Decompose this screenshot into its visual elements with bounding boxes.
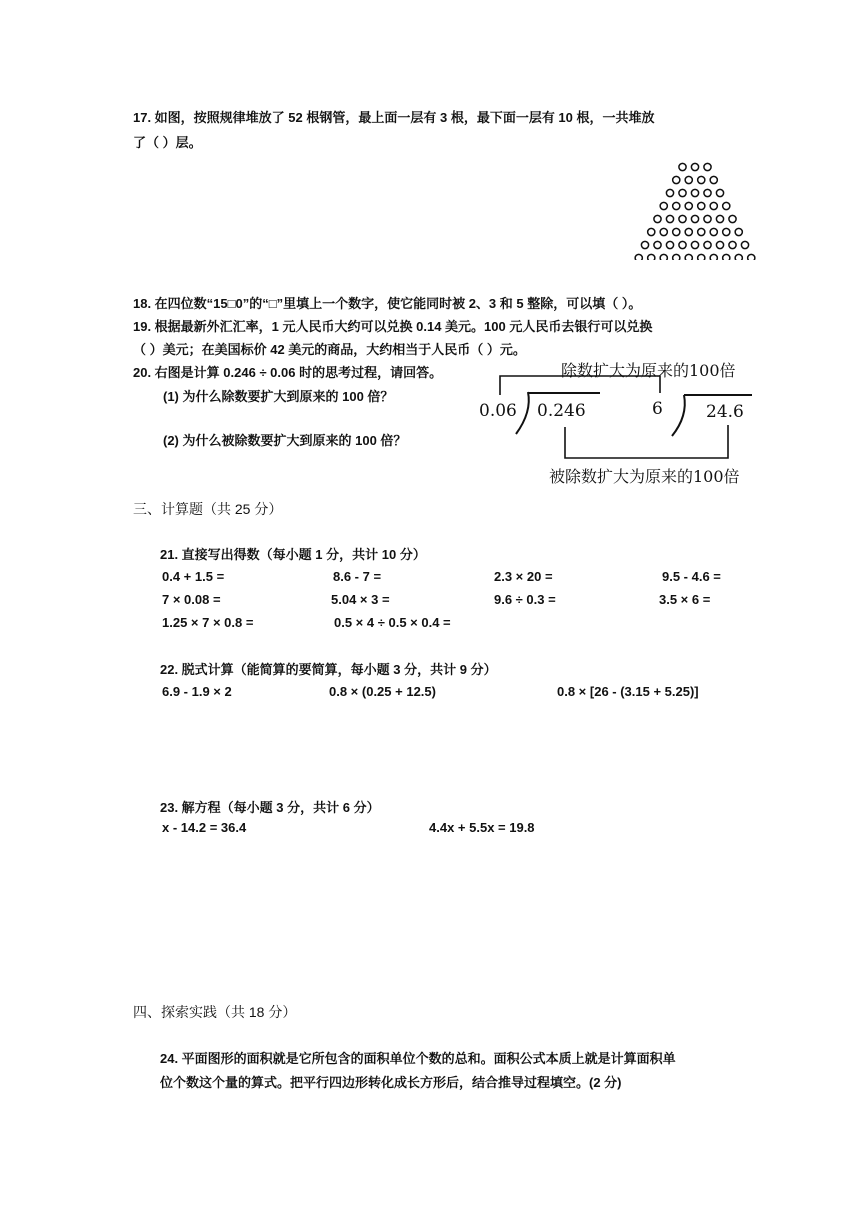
- pipe-circle: [723, 228, 730, 235]
- pipe-circle: [698, 202, 705, 209]
- pipe-circle: [648, 254, 655, 260]
- q19-line1: 19. 根据最新外汇汇率，1 元人民币大约可以兑换 0.14 美元。100 元人民币去银行可以兑换: [133, 319, 653, 334]
- pipe-circle: [710, 254, 717, 260]
- pipe-circle: [691, 215, 698, 222]
- q17-line1: 17. 如图，按照规律堆放了 52 根钢管，最上面一层有 3 根，最下面一层有 10 根，一共堆放: [133, 110, 655, 125]
- pipe-circle: [679, 163, 686, 170]
- pipe-circle: [716, 241, 723, 248]
- q21-r1c2: 8.6 - 7 =: [333, 569, 382, 584]
- q21-r3c2: 0.5 × 4 ÷ 0.5 × 0.4 =: [334, 615, 451, 630]
- pipe-circle: [673, 228, 680, 235]
- top-label: 除数扩大为原来的100倍: [561, 361, 736, 380]
- q23-title: 23. 解方程（每小题 3 分，共计 6 分）: [160, 800, 380, 815]
- pipe-circle: [716, 215, 723, 222]
- pipe-circle: [654, 215, 661, 222]
- pipe-circle: [735, 228, 742, 235]
- dividend-after: 24.6: [706, 402, 744, 422]
- pipe-circle: [666, 241, 673, 248]
- q23-item2: 4.4x + 5.5x = 19.8: [429, 820, 535, 835]
- pipe-circle: [641, 241, 648, 248]
- pipe-circle: [735, 254, 742, 260]
- pipe-circle: [685, 176, 692, 183]
- section4-heading: 四、探索实践（共 18 分）: [133, 1004, 297, 1020]
- q24-line2: 位个数这个量的算式。把平行四边形转化成长方形后，结合推导过程填空。(2 分): [160, 1075, 622, 1090]
- pipe-circle: [741, 241, 748, 248]
- q21-r1c3: 2.3 × 20 =: [494, 569, 553, 584]
- q20-sub2: (2) 为什么被除数要扩大到原来的 100 倍？: [163, 433, 407, 448]
- q21-r2c4: 3.5 × 6 =: [659, 592, 711, 607]
- q22-item2: 0.8 × (0.25 + 12.5): [329, 684, 436, 699]
- pipe-circle: [679, 241, 686, 248]
- pipe-circle: [691, 241, 698, 248]
- q22-item3: 0.8 × [26 - (3.15 + 5.25)]: [557, 684, 699, 699]
- pipe-circle: [723, 202, 730, 209]
- pipe-circle: [704, 241, 711, 248]
- pipe-circle: [704, 189, 711, 196]
- pipe-circle: [685, 254, 692, 260]
- pipe-circle: [666, 189, 673, 196]
- pipe-circle: [729, 215, 736, 222]
- pipe-circle: [748, 254, 755, 260]
- bottom-label: 被除数扩大为原来的100倍: [549, 467, 740, 486]
- pipe-circle: [654, 241, 661, 248]
- pipe-circle: [710, 202, 717, 209]
- dividend-before: 0.246: [537, 401, 586, 421]
- pipe-pile-figure: [0, 0, 867, 260]
- pipe-circle: [691, 189, 698, 196]
- pipe-circle: [698, 228, 705, 235]
- pipe-circle: [710, 176, 717, 183]
- pipe-circle: [666, 215, 673, 222]
- q22-title: 22. 脱式计算（能简算的要简算，每小题 3 分，共计 9 分）: [160, 662, 497, 677]
- pipe-circle: [729, 241, 736, 248]
- q22-item1: 6.9 - 1.9 × 2: [162, 684, 232, 699]
- q21-r2c2: 5.04 × 3 =: [331, 592, 390, 607]
- divisor-before: 0.06: [479, 401, 517, 421]
- pipe-circle: [660, 228, 667, 235]
- pipe-circle: [685, 228, 692, 235]
- pipe-circle: [673, 202, 680, 209]
- q24-line1: 24. 平面图形的面积就是它所包含的面积单位个数的总和。面积公式本质上就是计算面积单: [160, 1051, 676, 1066]
- q23-item1: x - 14.2 = 36.4: [162, 820, 247, 835]
- pipe-circle: [660, 254, 667, 260]
- q20-line1: 20. 右图是计算 0.246 ÷ 0.06 时的思考过程，请回答。: [133, 365, 443, 380]
- pipe-circle: [691, 163, 698, 170]
- pipe-circle: [704, 163, 711, 170]
- q17-line2: 了（ ）层。: [133, 135, 202, 150]
- q21-r2c3: 9.6 ÷ 0.3 =: [494, 592, 556, 607]
- pipe-circle: [710, 228, 717, 235]
- q18-text: 18. 在四位数“15□0”的“□”里填上一个数字，使它能同时被 2、3 和 5 整除，可以填（ ）。: [133, 296, 642, 311]
- q21-title: 21. 直接写出得数（每小题 1 分，共计 10 分）: [160, 547, 426, 562]
- pipe-circle: [673, 176, 680, 183]
- pipe-circle: [635, 254, 642, 260]
- q20-sub1: (1) 为什么除数要扩大到原来的 100 倍？: [163, 389, 394, 404]
- q21-r1c4: 9.5 - 4.6 =: [662, 569, 721, 584]
- pipe-circle: [685, 202, 692, 209]
- q19-line2: （ ）美元；在美国标价 42 美元的商品，大约相当于人民币（ ）元。: [133, 342, 526, 357]
- pipe-circle: [648, 228, 655, 235]
- divisor-after: 6: [652, 399, 663, 419]
- q21-r2c1: 7 × 0.08 =: [162, 592, 221, 607]
- pipe-circle: [716, 189, 723, 196]
- pipe-circle: [679, 215, 686, 222]
- pipe-circle: [698, 254, 705, 260]
- pipe-circle: [723, 254, 730, 260]
- pipe-circle: [660, 202, 667, 209]
- q21-r3c1: 1.25 × 7 × 0.8 =: [162, 615, 254, 630]
- pipe-circle: [698, 176, 705, 183]
- pipe-circle: [679, 189, 686, 196]
- pipe-circle: [704, 215, 711, 222]
- pipe-circle: [673, 254, 680, 260]
- section3-heading: 三、计算题（共 25 分）: [133, 501, 283, 517]
- q21-r1c1: 0.4 + 1.5 =: [162, 569, 225, 584]
